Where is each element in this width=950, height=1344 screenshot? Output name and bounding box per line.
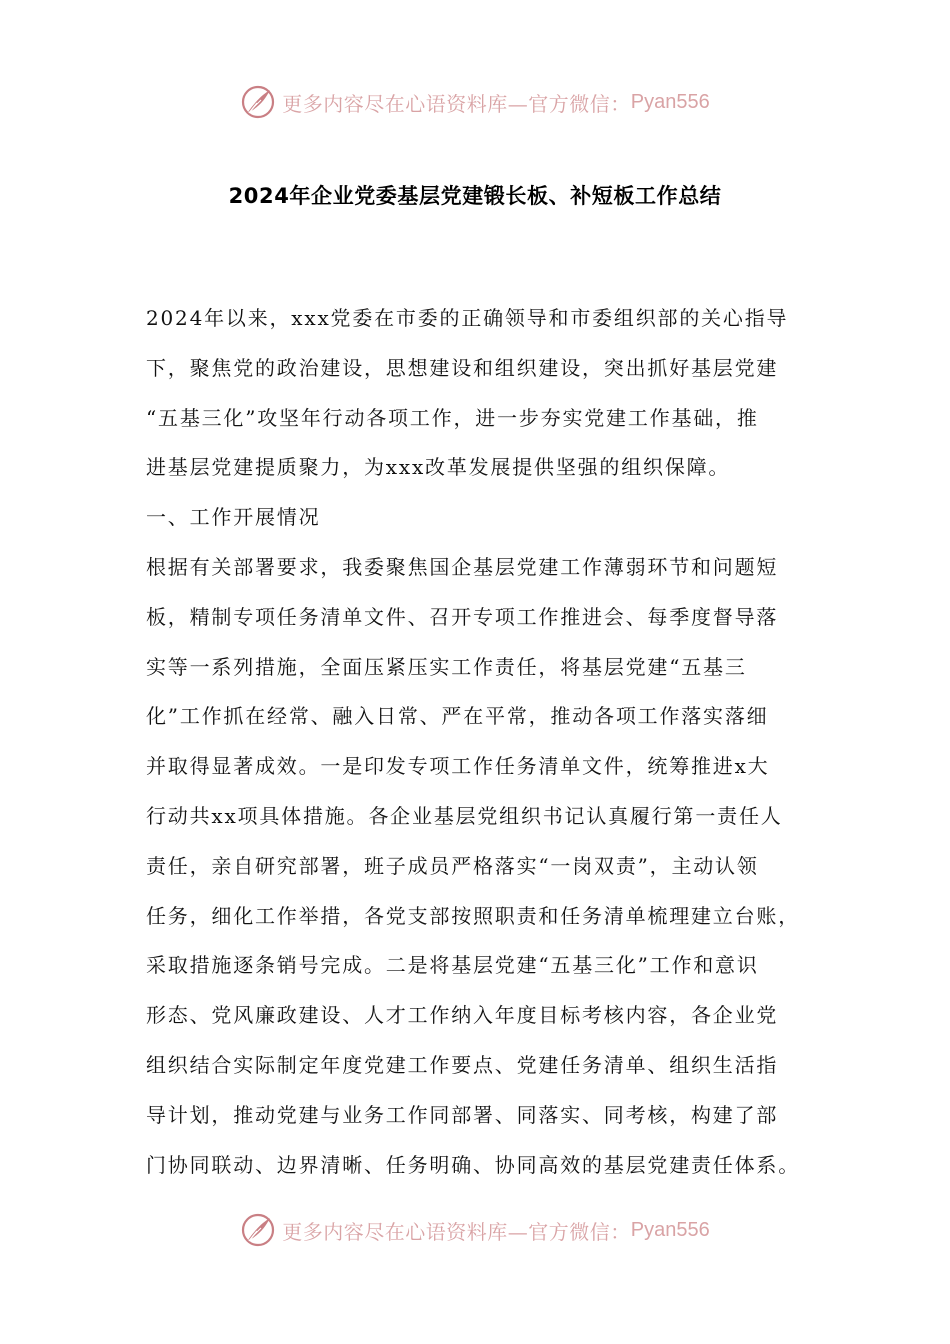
body-line: 采取措施逐条销号完成。二是将基层党建“五基三化”工作和意识 [146,953,759,978]
body-line: 根据有关部署要求，我委聚焦国企基层党建工作薄弱环节和问题短 [146,554,779,579]
section-heading: 一、工作开展情况 [146,505,321,530]
document-title: 2024年企业党委基层党建锻长板、补短板工作总结 [228,184,722,208]
watermark-text: 更多内容尽在心语资料库—官方微信： [282,91,631,116]
body-line: 2024年以来，xxx党委在市委的正确领导和市委组织部的关心指导 [146,306,789,330]
body-line: 并取得显著成效。一是印发专项工作任务清单文件，统筹推进x大 [146,754,770,779]
watermark-text: 更多内容尽在心语资料库—官方微信： [282,1219,631,1244]
body-line: 化”工作抓在经常、融入日常、严在平常，推动各项工作落实落细 [146,704,769,729]
body-line: 板，精制专项任务清单文件、召开专项工作推进会、每季度督导落 [146,604,779,629]
body-line: 任务，细化工作举措，各党支部按照职责和任务清单梳理建立台账， [146,903,800,928]
quill-logo-icon [240,84,276,120]
body-line: “五基三化”攻坚年行动各项工作，进一步夯实党建工作基础，推 [146,405,759,430]
body-line: 进基层党建提质聚力，为xxx改革发展提供坚强的组织保障。 [146,455,731,480]
body-line: 责任，亲自研究部署，班子成员严格落实“一岗双责”，主动认领 [146,853,759,878]
watermark-footer [0,1210,950,1250]
body-line: 下，聚焦党的政治建设，思想建设和组织建设，突出抓好基层党建 [146,355,779,380]
body-line: 实等一系列措施，全面压紧压实工作责任，将基层党建“五基三 [146,654,747,679]
body-line: 行动共xx项具体措施。各企业基层党组织书记认真履行第一责任人 [146,803,783,828]
document-body [146,294,806,1190]
watermark-wechat-id: Pyan556 [630,90,710,113]
body-line: 门协同联动、边界清晰、任务明确、协同高效的基层党建责任体系。 [146,1152,800,1177]
body-line: 组织结合实际制定年度党建工作要点、党建任务清单、组织生活指 [146,1052,779,1077]
quill-logo-icon [240,1212,276,1248]
body-line: 导计划，推动党建与业务工作同部署、同落实、同考核，构建了部 [146,1102,779,1127]
body-line: 形态、党风廉政建设、人才工作纳入年度目标考核内容，各企业党 [146,1003,779,1028]
watermark-header [0,82,950,122]
watermark-wechat-id: Pyan556 [630,1218,710,1241]
